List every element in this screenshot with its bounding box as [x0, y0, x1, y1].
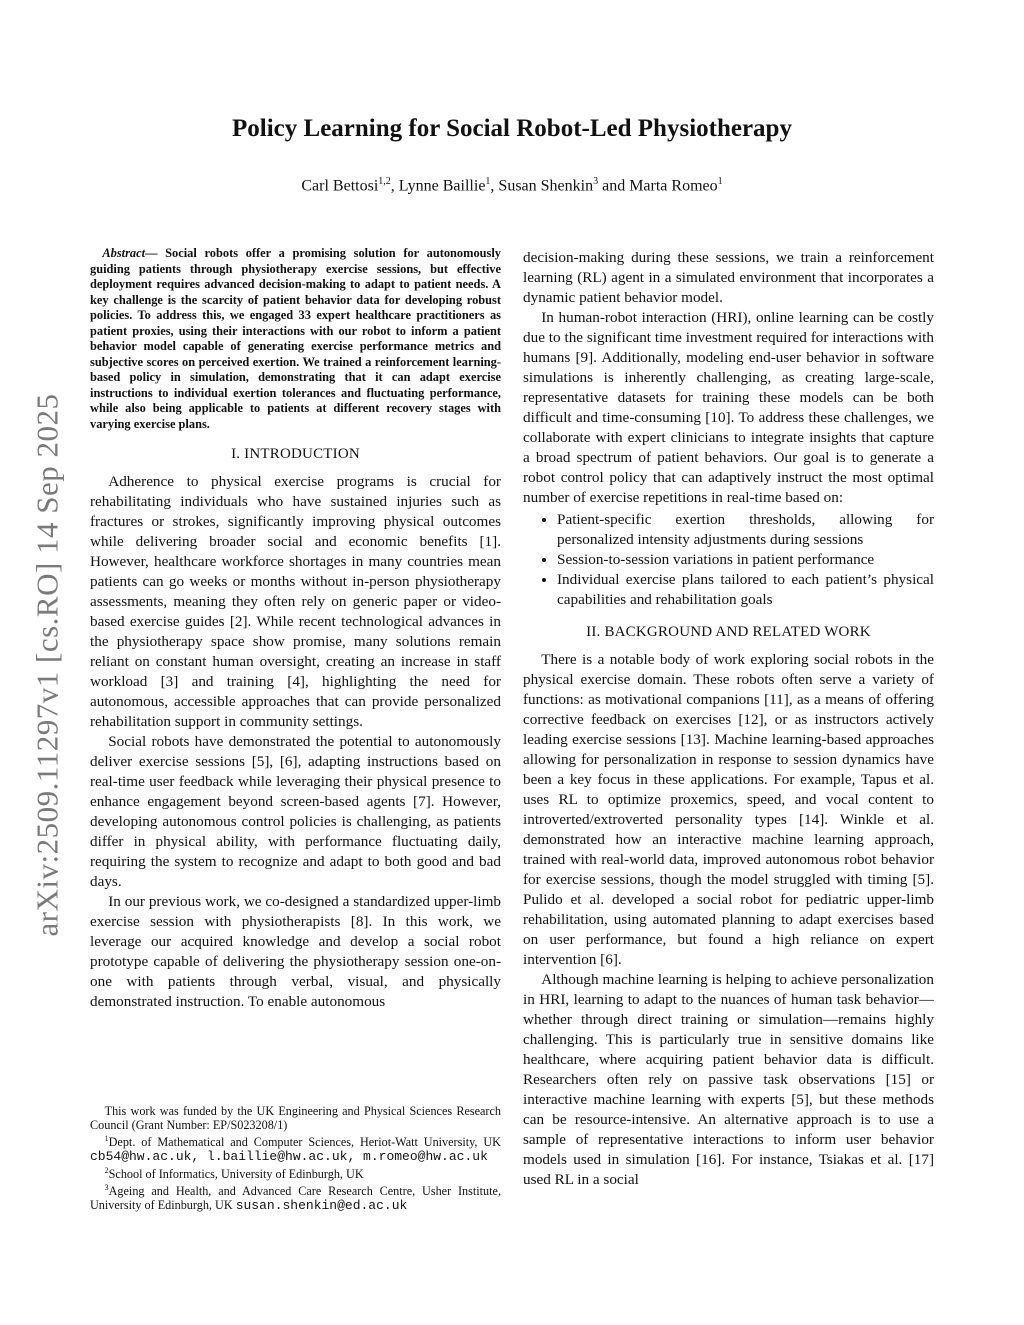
right-column — [523, 248, 934, 1190]
arxiv-stamp-text: arXiv:2509.11297v1 [cs.RO] 14 Sep 2025 — [30, 393, 65, 937]
intro-paragraph-2: Social robots have demonstrated the potential to autonomously deliver exercise sessions [5], [6], adapting instructions based on real-time user feedback while leveraging their physical presence to enhance engagement beyond screen-based agents [7]. However, developing autonomous control policies is challenging, as patients differ in physical ability, with performance fluctuating daily, requiring the system to recognize and adapt to both good and bad days. — [90, 733, 501, 890]
bullet-item: • Session-to-session variations in patient performance — [557, 550, 934, 570]
intro-paragraph-5: In human-robot interaction (HRI), online learning can be costly due to the significant time investment required for interactions with humans [9]. Additionally, modeling end-user behavior in software simulations is inherently challenging, as creating large-scale, representative datasets for training these models can be both difficult and time-consuming [10]. To address these challenges, we collaborate with expert clinicians to integrate insights that capture a broad spectrum of patient behaviors. Our goal is to generate a robot control policy that can adaptively instruct the most optimal number of exercise repetitions in real-time based on: — [523, 309, 934, 506]
arxiv-stamp — [18, 370, 78, 960]
abstract-label: Abstract — [102, 246, 146, 260]
bullet-item: • Individual exercise plans tailored to each patient’s physical capabilities and rehabilitation goals — [557, 570, 934, 610]
footnote-affiliation-1: $^1$Dept. of Mathematical and Computer Sciences, Heriot-Watt University, UK cb54@hw.ac.uk, l.baillie@hw.ac.uk, m.romeo@hw.ac.uk — [90, 1134, 501, 1165]
section-heading-introduction: I. INTRODUCTION — [231, 446, 360, 462]
author-list: Carl Bettosi$^{1,2}$, Lynne Baillie$^1$, Susan Shenkin$^3$ and Marta Romeo$^1$ — [301, 176, 723, 195]
author-4: Marta Romeo — [629, 177, 718, 195]
goal-bullet-list — [523, 510, 934, 610]
affiliation-3-email: susan.shenkin@ed.ac.uk — [235, 1198, 408, 1214]
footnote-affiliation-3: $^3$Ageing and Health, and Advanced Care Research Centre, Usher Institute, University of Edinburgh, UK susan.shenkin@ed.ac.uk — [90, 1183, 501, 1214]
author-1: Carl Bettosi — [301, 177, 379, 195]
paper-title: Policy Learning for Social Robot-Led Physiotherapy — [232, 115, 792, 142]
affiliation-1-emails: cb54@hw.ac.uk, l.baillie@hw.ac.uk, m.romeo@hw.ac.uk — [90, 1149, 488, 1165]
author-3: Susan Shenkin — [498, 177, 594, 195]
footnote-affiliation-2: $^2$School of Informatics, University of Edinburgh, UK — [104, 1166, 364, 1182]
intro-paragraph-1: Adherence to physical exercise programs is crucial for rehabilitating individuals who have sustained injuries such as fractures or strokes, significantly improving physical outcomes while delivering broader social and economic benefits [1]. However, healthcare workforce shortages in many countries mean patients can go weeks or months without in-person physiotherapy assessments, meaning they often rely on generic paper or video-based exercise guides [2]. While recent technological advances in the physiotherapy space show promise, many solutions remain reliant on constant human oversight, creating an increase in staff workload [3] and training [4], highlighting the need for autonomous, accessible approaches that can provide personalized rehabilitation support in community settings. — [90, 473, 501, 730]
background-paragraph-1: There is a notable body of work exploring social robots in the physical exercise domain. These robots often serve a variety of functions: as motivational companions [11], as a means of offering corrective feedback on exercises [12], or as instructors actively leading exercise sessions [13]. Machine learning-based approaches allowing for personalization in response to session dynamics have been a key focus in these applications. For example, Tapus et al. uses RL to optimize proxemics, speed, and vocal content to introverted/extroverted personality types [14]. Winkle et al. demonstrated how an interactive machine learning approach, trained with real-world data, improved autonomous robot behavior for exercise sessions, though the model struggled with timing [5]. Pulido et al. developed a social robot for pediatric upper-limb rehabilitation, using automated planning to adapt exercises based on user performance, but found a high reliance on expert intervention [6]. — [523, 651, 934, 968]
intro-paragraph-3: In our previous work, we co-designed a standardized upper-limb exercise session with physiotherapists [8]. In this work, we leverage our acquired knowledge and develop a social robot prototype capable of delivering the physiotherapy session one-on-one with patients through verbal, visual, and physically demonstrated instruction. To enable autonomous — [90, 893, 501, 1010]
author-2: Lynne Baillie — [398, 177, 486, 195]
footnotes — [90, 1104, 501, 1213]
intro-paragraph-4: decision-making during these sessions, we train a reinforcement learning (RL) agent in a simulated environment that incorporates a dynamic patient behavior model. — [523, 249, 934, 306]
bullet-item: • Patient-specific exertion thresholds, allowing for personalized intensity adjustments during sessions — [557, 510, 934, 550]
footnote-funding: This work was funded by the UK Engineering and Physical Sciences Research Council (Grant Number: EP/S023208/1) — [90, 1104, 501, 1132]
abstract — [90, 246, 501, 432]
background-paragraph-2: Although machine learning is helping to achieve personalization in HRI, learning to adapt to the nuances of human task behavior—whether through direct training or simulation—remains highly challenging. This is particularly true in sensitive domains like healthcare, where acquiring patient behavior data is difficult. Researchers often rely on passive task observations [15] or interactive machine learning with experts [5], but these methods can be resource-intensive. An alternative approach is to use a sample of representative interactions to inform user behavior models used in simulation [16]. For instance, Tsiakas et al. [17] used RL in a social — [523, 971, 934, 1188]
section-heading-background: II. BACKGROUND AND RELATED WORK — [586, 624, 871, 640]
left-column — [90, 246, 501, 1012]
abstract-text: — Social robots offer a promising solution for autonomously guiding patients through physiotherapy exercise sessions, but effective deployment requires advanced decision-making to adapt to patient needs. A key challenge is the scarcity of patient behavior data for developing robust policies. To address this, we engaged 33 expert healthcare practitioners as patient proxies, using their interactions with our robot to inform a patient behavior model capable of generating exercise performance metrics and subjective scores on perceived exertion. We trained a reinforcement learning-based policy in simulation, demonstrating that it can adapt exercise instructions to individual exertion tolerances and fluctuating performance, while also being applicable to patients at different recovery stages with varying exercise plans. — [90, 246, 501, 431]
